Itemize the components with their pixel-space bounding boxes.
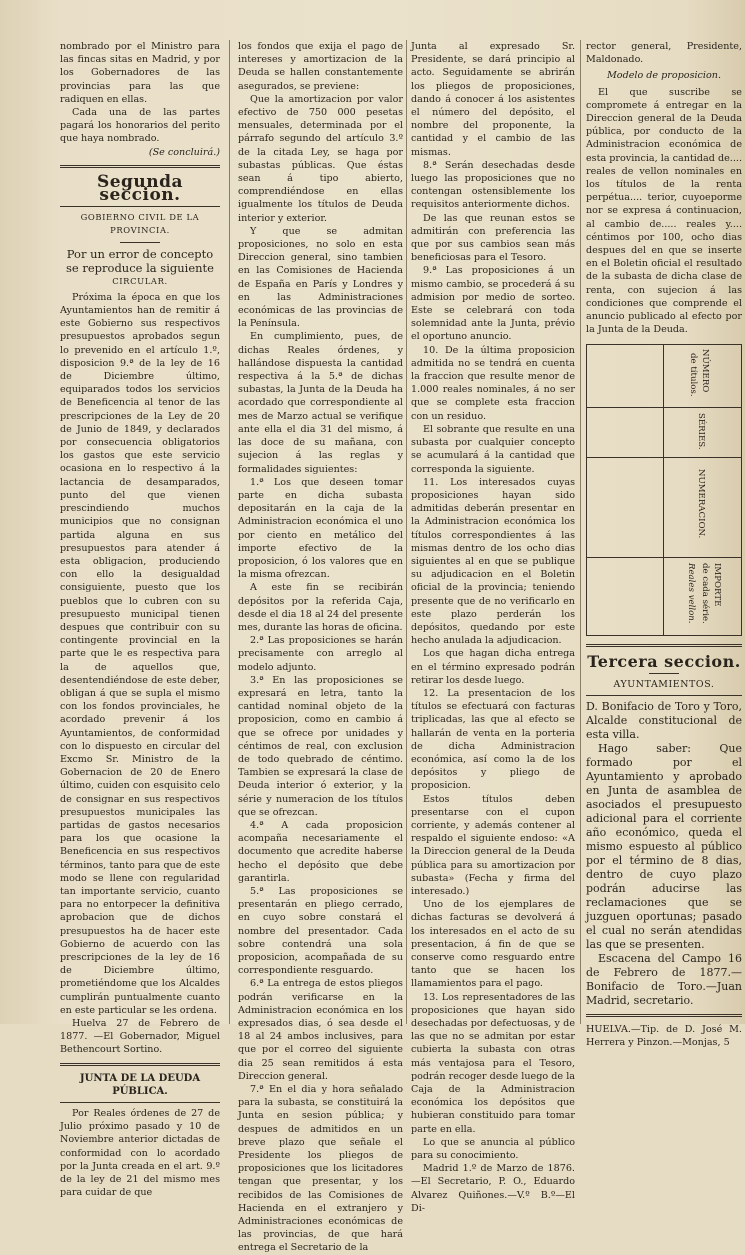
model-title: Modelo de proposicion.	[606, 70, 722, 82]
table-label-series: SÉRIES.	[696, 413, 706, 451]
rule-8b: De las que reunan estos se admitirán con preferencia las que por sus cambios sean más beneficiosas para el Tesoro.	[411, 212, 575, 264]
circular-body: Próxima la época en que los Ayuntamientos han de remitir á este Gobierno sus respectivos presupuestos aprobados segun lo prevenido en el artículo 1.º, disposicion 9.ª de la ley de 16 de Diciembre último, equiparados todos los servicios de Beneficencia al tenor de las prescripciones de la Ley de 20 de Junio de 1849, y declarados por consecuencia obligatorios los gastos que este servicio ocasiona en lo respectivo á la lactancia de desamparados, punto del que vienen prescindiendo muchos municipios que no consignan partida alguna en sus presupuestos para atender á esta obligacion, produciendo con ello la desigualdad consiguiente, puesto que los pueblos que lo cubren con su presupuesto municipal tienen despues que contribuir con su contingente provincial en la parte que le es respectiva para la de aquellos que, desentendiéndose de este deber, obligan á que se supla el mismo con los fondos provinciales, he acordado prevenir á los Ayuntamientos, de conformidad con lo dispuesto en circular del Excmo Sr. Ministro de la Gobernacion de 20 de Enero último, cuiden con esquisito celo de consignar en sus respectivos presupuestos municipales las partidas de gastos necesarios para los que ocasione la Beneficencia en sus respectivos términos, tanto para que de este modo se llene con regularidad tan importante servicio, cuanto para no entorpecer la definitiva aprobacion que de dichos presupuestos ha de hacer este Gobierno de acuerdo con las prescripciones de la ley de 16 de Diciembre último, prometiéndome que los Alcaldes cumplirán puntualmente cuanto en este particular se les ordena.	[60, 291, 220, 1016]
continuation-note: (Se concluirá.)	[148, 146, 220, 158]
column-divider	[580, 40, 581, 1024]
divider	[120, 242, 160, 243]
ayunt-body: Hago saber: Que formado por el Ayuntamiento y aprobado en Junta de asamblea de asociados el presupuesto adicional para el corriente año económico, queda el mismo espuesto al público por el término de 8 dias, dentro de cuyo plazo podrán aducirse las reclamaciones que se juzguen oportunas; pasado el cual no serán atendidas las que se presenten.	[586, 741, 742, 951]
table-label-importe: IMPORTE	[712, 563, 722, 607]
rule-13b: Lo que se anuncia al público para su conocimiento.	[411, 1136, 575, 1162]
rule-8: 8.ª Serán desechadas desde luego las proposiciones que no contengan ostensiblemente los requisitos anteriormente dichos.	[411, 159, 575, 211]
ayunt-date: Escacena del Campo 16 de Febrero de 1877.—Bonifacio de Toro.—Juan Madrid, secretario.	[586, 951, 742, 1007]
divider	[60, 1102, 220, 1103]
table-label-reales: Reales vellon.	[686, 563, 696, 625]
column-3	[411, 40, 575, 1214]
rule-4: 4.ª A cada proposicion acompaña necesariamente el documento que acredite haberse hecho el depósito que debe garantirla.	[238, 819, 403, 884]
table-label-titles: de títulos.	[688, 353, 698, 398]
table-label-number: NÚMERO	[700, 349, 710, 393]
column-divider	[406, 40, 407, 1024]
column-4	[586, 40, 742, 1049]
proposal-table	[586, 344, 742, 636]
table-label-serie: de cada série.	[700, 563, 710, 625]
paragraph: En cumplimiento, pues, de dichas Reales órdenes, y hallándose dispuesta la cantidad respectiva á la 5.ª de dichas subastas, la Junta de la Deuda ha acordado que correspondiente al mes de Marzo actual se verifique ante ella el dia 31 del mismo, á las doce de su mañana, con sujecion á las reglas y formalidades siguientes:	[238, 331, 403, 475]
paragraph: nombrado por el Ministro para las fincas sitas en Madrid, y por los Gobernadores de las provincias para las que radiquen en ellas.	[60, 41, 220, 105]
section-title: Tercera seccion.	[587, 652, 741, 672]
imprint: HUELVA.—Tip. de D. José M. Herrera y Pinzon.—Monjas, 5	[586, 1023, 742, 1049]
paragraph: Que la amortizacion por valor efectivo de 750 000 pesetas mensuales, determinada por el párrafo segundo del artículo 3.º de la citada Ley, se haga por subastas públicas. Que éstas sean á tipo abierto, comprendiéndose en ellas igualmente los títulos de Deuda interior y exterior.	[238, 93, 403, 224]
rule-1b: A este fin se recibirán depósitos por la referida Caja, desde el dia 18 al 24 del presente mes, durante las horas de oficina.	[238, 582, 403, 633]
rule-2: 2.ª Las proposiciones se harán precisamente con arreglo al modelo adjunto.	[238, 635, 403, 673]
paragraph: Junta al expresado Sr. Presidente, se dará principio al acto. Seguidamente se abrirán los pliegos de proposiciones, dando á conocer á los asistentes el número del depósito, el nombre del proponente, la cantidad y el cambio de las mismas.	[411, 41, 575, 158]
table-row-rule	[587, 557, 741, 558]
rule-12c: Uno de los ejemplares de dichas facturas se devolverá á los interesados en el acto de su presentacion, á fin de que se conserve como resguardo entre tanto que se hacen los llamamientos para el pago.	[411, 899, 575, 990]
rule-10b: El sobrante que resulte en una subasta por cualquier concepto se acumulará á la cantidad que corresponda la siguiente.	[411, 423, 575, 475]
rule-13: 13. Los representadores de las proposiciones que hayan sido desechadas por defectuosas, y de las que no se admitan por estar cubierta la subasta con otras más ventajosa para el Tesoro, podrán recoger desde luego de la Caja de la Administracion económica los depósitos que hubieran constituido para tomar parte en ella.	[411, 991, 575, 1135]
table-row-rule	[587, 457, 741, 458]
rule-7: 7.ª En el dia y hora señalado para la subasta, se constituirá la Junta en sesion pública; y despues de admitidos en un breve plazo que señale el Presidente los pliegos de proposiciones que los licitadores tengan que presentar, y los recibidos de las Comisiones de Hacienda en el extranjero y Administraciones económicas de las provincias, de que hará entrega el Secretario de la	[238, 1084, 403, 1254]
column-1	[60, 40, 220, 1199]
rule-10: 10. De la última proposicion admitida no se tendrá en cuenta la fraccion que resulte menor de 1.000 reales nominales, á no ser que se complete esta fraccion con un residuo.	[411, 344, 575, 422]
divider	[586, 644, 742, 647]
paragraph: Y que se admitan proposiciones, no solo en esta Direccion general, sino tambien en las Comisiones de Hacienda de España en París y Londres y en las Administraciones económicas de las provincias de la Península.	[238, 225, 403, 330]
divider	[60, 1063, 220, 1066]
gov-heading: GOBIERNO CIVIL DE LA PROVINCIA.	[80, 212, 200, 236]
ayunt-heading: AYUNTAMIENTOS.	[613, 678, 715, 690]
table-label-numeracion: NUMERACION.	[696, 469, 706, 539]
rule-9: 9.ª Las proposiciones á un mismo cambio, se procederá á su admision por medio de sorteo. Este se celebrará con toda solemnidad ante la Junta, prévio el oportuno anuncio.	[411, 265, 575, 343]
rule-12: 12. La presentacion de los títulos se efectuará con facturas triplicadas, las que al efecto se hallarán de venta en la porteria de dicha Administracion económica, así como la de los depósitos y pliego de proposicion.	[411, 687, 575, 792]
column-2	[238, 40, 403, 1254]
divider	[586, 1014, 742, 1017]
rule-11: 11. Los interesados cuyas proposiciones hayan sido admitidas deberán presentar en la Administracion económica los títulos correspondientes á las mismas dentro de los ocho dias siguientes al en que se publique su adjudicacion en el Boletin oficial de la provincia; teniendo presente que de no verificarlo en este plazo perderán los depósitos, quedando por este hecho anulada la adjudicacion.	[411, 476, 575, 647]
section-title: Segunda seccion.	[96, 171, 184, 206]
rule-5: 5.ª Las proposiciones se presentarán en pliego cerrado, en cuyo sobre constará el nombre del presentador. Cada sobre contendrá una sola proposicion, acompañada de su correspondiente resguardo.	[238, 886, 403, 977]
divider	[60, 165, 220, 168]
error-heading: Por un error de concepto se reproduce la siguiente	[66, 246, 214, 275]
rule-3: 3.ª En las proposiciones se expresará en letra, tanto la cantidad nominal objeto de la proposicion, como en cambio á que se ofrece por unidades y céntimos de real, con exclusion de todo quebrado de céntimo. Tambien se expresará la clase de Deuda interior ó exterior, y la série y numeracion de los títulos que se ofrezcan.	[238, 674, 403, 818]
ayunt-intro: D. Bonifacio de Toro y Toro, Alcalde constitucional de esta villa.	[586, 699, 742, 741]
divider	[60, 206, 220, 207]
junta-heading: JUNTA DE LA DEUDA PÚBLICA.	[79, 1072, 201, 1097]
paragraph: Cada una de las partes pagará los honorarios del perito que haya nombrado.	[60, 107, 220, 145]
divider	[586, 695, 742, 696]
circular-date: Huelva 27 de Febrero de 1877. —El Gobernador, Miguel Bethencourt Sortino.	[60, 1018, 220, 1056]
rule-6: 6.ª La entrega de estos pliegos podrán verificarse en la Administracion económica en los expresados dias, ó sea desde el 18 al 24 ambos inclusives, para que por el correo del siguiente dia 25 sean remitidos á esta Direccion general.	[238, 978, 403, 1082]
junta-body: Por Reales órdenes de 27 de Julio próximo pasado y 10 de Noviembre anterior dictadas de conformidad con lo acordado por la Junta creada en el art. 9.º de la ley de 21 del mismo mes para cuidar de que	[60, 1108, 220, 1199]
rule-11b: Los que hagan dicha entrega en el término expresado podrán retirar los desde luego.	[411, 648, 575, 686]
table-row-rule	[587, 407, 741, 408]
rule-12b: Estos títulos deben presentarse con el cupon corriente, y además contener al respaldo el siguiente endoso: «A la Direccion general de la Deuda pública para su amortizacion por subasta» (Fecha y firma del interesado.)	[411, 793, 575, 897]
paragraph: rector general, Presidente, Maldonado.	[586, 41, 742, 66]
rule-1: 1.ª Los que deseen tomar parte en dicha subasta depositarán en la caja de la Administracion económica el uno por ciento en metálico del importe efectivo de la proposicion, ó los valores que en la misma ofrezcan.	[238, 476, 403, 581]
paragraph: los fondos que exija el pago de intereses y amortizacion de la Deuda se hallen constantemente asegurados, se previene:	[238, 41, 403, 92]
model-body: El que suscribe se compromete á entregar en la Direccion general de la Deuda pública, por conducto de la Administracion económica de esta provincia, la cantidad de.... reales de vellon nominales en los títulos de la renta perpétua.... terior, cuyoeporme nor se expresa á continuacion, al cambio de..... reales y.... céntimos por 100, ocho dias despues del en que se inserte en el Boletin oficial el resultado de la subasta de dicha clase de renta, con sujecion á las condiciones que comprende el anuncio publicado al efecto por la Junta de la Deuda.	[586, 86, 742, 336]
signature: Madrid 1.º de Marzo de 1876. —El Secretario, P. O., Eduardo Alvarez Quiñones.—V.º B.º—El Di-	[411, 1163, 575, 1214]
divider	[649, 673, 679, 674]
column-divider	[229, 40, 230, 1024]
table-vertical-rule	[663, 345, 664, 635]
circular-label: CIRCULAR.	[112, 275, 168, 286]
